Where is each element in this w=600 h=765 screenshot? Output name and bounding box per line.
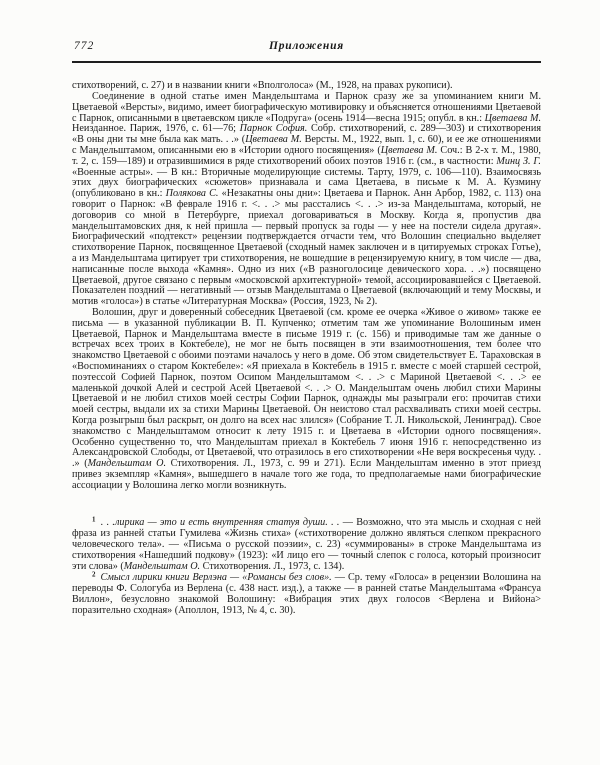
page-header (72, 40, 541, 55)
footnote-2: $^2$ Смысл лирики книги Верлэна — «Романсы без слов». — Ср. тему «Голоса» в рецензии Волошина на переводы Ф. Сологуба из Верлена (с. 438 наст. изд.), а также — в ранней статье Мандельштама «Франсуа Виллон», безусловно знакомой Волошину: «Вибрация этих двух голосов <Верлена и Вийона> поразительно сходная» (Аполлон, 1913, № 4, с. 30). (72, 570, 541, 616)
main-text (72, 81, 541, 491)
paragraph: Соединение в одной статье имен Мандельштама и Парнок сразу же за упоминанием книги М. Цветаевой «Версты», видимо, имеет биографическую мотивировку и объясняется отношениями Цветаевой с Парнок, описанными в цветаевском цикле «Подруга» (осень 1914—весна 1915; опубл. в кн.: Цветаева М. Неизданное. Париж, 1976, с. 61—76; Парнок София. Собр. стихотворений, с. 289—303) и стихотворения «В оны дни ты мне была как мать. . .» (Цветаева М. Версты. М., 1922, вып. 1, с. 60), и ее же отношениями с Мандельштамом, описанными ею в «Истории одного посвящения» (Цветаева М. Соч.: В 2-х т. М., 1980, т. 2, с. 159—189) и отразившимися в ряде стихотворений обоих поэтов 1916 г. (см., в частности: Минц З. Г. «Военные астры». — В кн.: Вторичные моделирующие системы. Тарту, 1979, с. 106—110). Взаимосвязь этих двух биографических «сюжетов» признавала и сама Цветаева, в письме к М. А. Кузмину (опубликовано в кн.: Полякова С. «Незакатны оны дни»: Цветаева и Парнок. Анн Арбор, 1982, с. 113) она говорит о Парнок: «В феврале 1916 г. <. . .> мы расстались <. . .> из-за Мандельштама, который, не договорив со мной в Петербурге, приехал договариваться в Москву. Когда я, пропустив два мандельштамовских дня, к ней пришла — первый пропуск за годы — у нее на постели сидела другая». Биографический «подтекст» рецензии подтверждается отчасти тем, что Волошин специально выделяет стихотворение Парнок, посвященное Цветаевой (сходный намек заключен и в цитируемых строках Готье), а из Мандельштама цитирует три стихотворения, не вошедшие в рецензируемую книгу, в том числе — два, написанные после выхода «Камня». Одно из них («В разноголосице девического хора. . .») посвящено Цветаевой, другое связано с первым «московской архитектурной» темой, ассоциировавшейся с Цветаевой. Показателен поздний — негативный — отзыв Мандельштама о Цветаевой (включающий и тему Москвы, и мотив «голоса») в статье «Литературная Москва» (Россия, 1923, № 2). (72, 91, 542, 308)
footnote-1: $^1$ . . .лирика — это и есть внутренняя статуя души. . . — Возможно, что эта мысль и сходная с ней фраза из ранней статьи Гумилева «Жизнь стиха» («стихотворение должно являться слепком прекрасного человеческого тела». — «Письма о русской поэзии», с. 23) «суммированы» в строке Мандельштама из стихотворения «Нашедший подкову» (1923): «И лицо его — точный слепок с голоса, который произносит эти слова» (Мандельштам О. Стихотворения. Л., 1973, с. 134). (72, 515, 541, 572)
paragraph: Волошин, друг и доверенный собеседник Цветаевой (см. кроме ее очерка «Живое о живом» также ее письма — в указанной публикации В. П. Купченко; отметим там же упоминание Волошиным имен Цветаевой, Парнок и Мандельштама вместе в письме 1919 г. (с. 156) и приводимые там же данные о встречах всех троих в Коктебеле), не мог не быть посвящен в эти взаимоотношения, тем более что знакомство Цветаевой с обоими поэтами началось у него в доме. Об этом свидетельствует Е. Тараховская в «Воспоминаниях о старом Коктебеле»: «Я приехала в Коктебель в 1915 г. вместе с моей старшей сестрой, поэтессой Софией Парнок, поэтом Осипом Мандельштамом <. . .> с Мариной Цветаевой <. . .> ее маленькой дочкой Алей и сестрой Асей Цветаевой <. . .> О. Мандельштам очень любил стихи Марины Цветаевой и не любил стихов моей сестры Софии Парнок, однажды мы разыграли его: прочитав стихи моей сестры, выдали их за стихи Марины Цветаевой. Он неистово стал расхваливать стихи моей сестры. Когда розыгрыш был раскрыт, он долго на всех нас злился» (Собрание Т. Л. Никольской, Ленинград). Свое знакомство с Мандельштамом относит к лету 1915 г. и Цветаева в «Истории одного посвящения». Особенно существенно то, что Мандельштам приехал в Коктебель 7 июня 1916 г. непосредственно из Александровской Слободы, от Цветаевой, что отразилось в его стихотворении «Не веря воскресенья чуду. . .» (Мандельштам О. Стихотворения. Л., 1973, с. 99 и 271). Если Мандельштам именно в этот приезд привез экземпляр «Камня», вышедшего в начале того же года, то предполагаемые нами биографические ассоциации у Волошина легко могли возникнуть. (72, 307, 541, 491)
running-title: Приложения (268, 40, 345, 52)
header-rule (72, 61, 541, 63)
paragraph-continuation: стихотворений, с. 27) и в названии книги «Вполголоса» (М., 1928, на правах рукописи). (72, 80, 453, 92)
page-content (72, 40, 541, 616)
page-number: 772 (74, 40, 95, 52)
footnotes (72, 517, 541, 616)
